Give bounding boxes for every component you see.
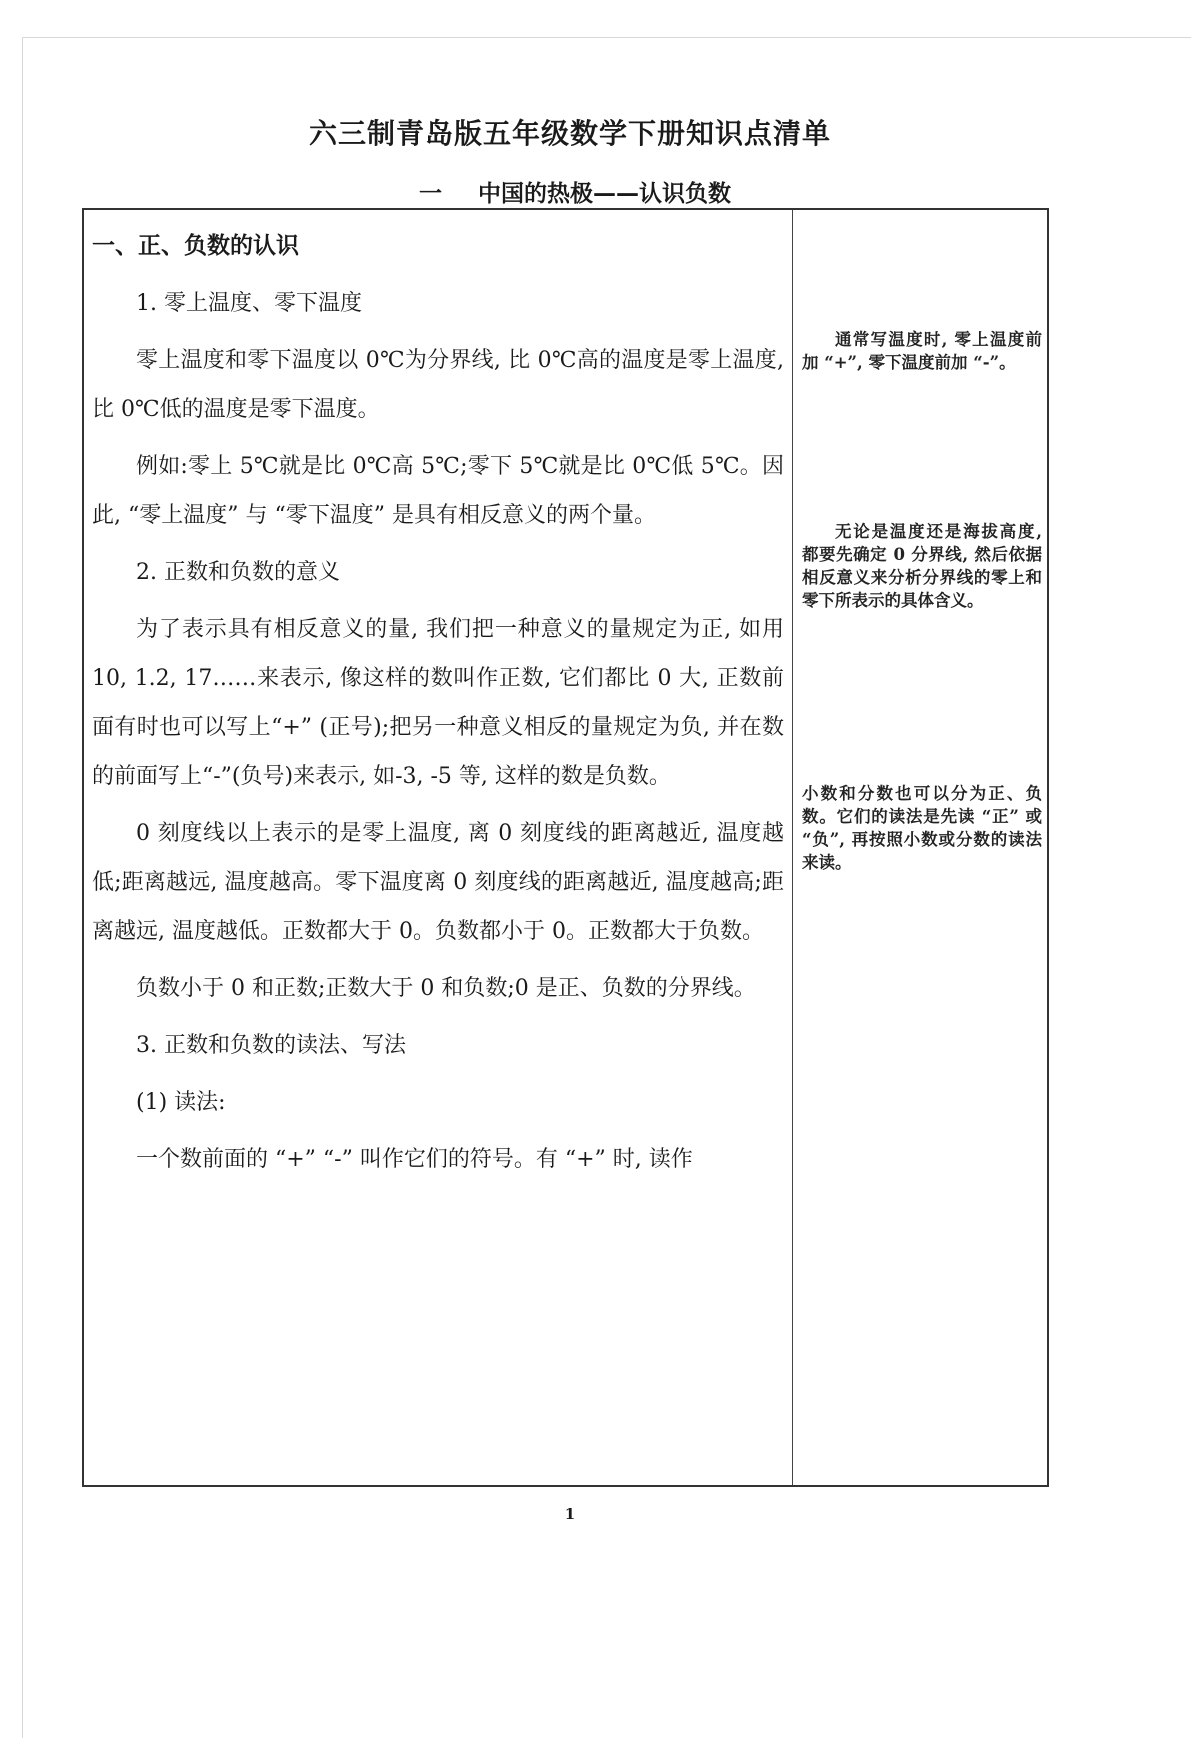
paragraph: 例如:零上 5℃就是比 0℃高 5℃;零下 5℃就是比 0℃低 5℃。因此, “零上温度” 与 “零下温度” 是具有相反意义的两个量。 — [92, 454, 784, 528]
unit-heading — [0, 175, 1150, 208]
side-note: 通常写温度时, 零上温度前加 “+”, 零下温度前加 “-”。 — [802, 330, 1042, 372]
subsection-heading: 2. 正数和负数的意义 — [136, 560, 340, 585]
document-title: 六三制青岛版五年级数学下册知识点清单 — [308, 117, 831, 150]
paragraph: 零上温度和零下温度以 0℃为分界线, 比 0℃高的温度是零上温度, 比 0℃低的温度是零下温度。 — [92, 348, 784, 422]
section-heading: 一、正、负数的认识 — [92, 233, 299, 259]
unit-name: 中国的热极——认识负数 — [478, 181, 731, 207]
paragraph: 0 刻度线以上表示的是零上温度, 离 0 刻度线的距离越近, 温度越低;距离越远, 温度越高。零下温度离 0 刻度线的距离越近, 温度越高;距离越远, 温度越低。正数都大于 0。负数都小于 0。正数都大于负数。 — [92, 821, 784, 944]
subsection-heading: 1. 零上温度、零下温度 — [136, 291, 362, 316]
main-column — [92, 222, 784, 1192]
side-note: 无论是温度还是海拔高度, 都要先确定 0 分界线, 然后依据相反意义来分析分界线的零上和零下所表示的具体含义。 — [802, 522, 1042, 610]
content-blocks — [92, 279, 784, 1184]
paragraph: 一个数前面的 “+” “-” 叫作它们的符号。有 “+” 时, 读作 — [136, 1147, 693, 1172]
column-divider — [792, 210, 793, 1485]
paragraph: 为了表示具有相反意义的量, 我们把一种意义的量规定为正, 如用 10, 1.2, 17……来表示, 像这样的数叫作正数, 它们都比 0 大, 正数前面有时也可以写上“+” (正号);把另一种意义相反的量规定为负, 并在数的前面写上“-”(负号)来表示, 如-3, -5 等, 这样的数是负数。 — [92, 617, 784, 789]
knowledge-table — [82, 208, 1049, 1487]
page-number: 1 — [564, 1505, 576, 1523]
subsection-heading: 3. 正数和负数的读法、写法 — [136, 1033, 406, 1058]
paragraph: 负数小于 0 和正数;正数大于 0 和负数;0 是正、负数的分界线。 — [136, 976, 756, 1001]
unit-number: 一 — [419, 181, 442, 207]
side-note: 小数和分数也可以分为正、负数。它们的读法是先读 “正” 或 “负”, 再按照小数或分数的读法来读。 — [802, 784, 1042, 872]
subsection-heading: (1) 读法: — [136, 1090, 226, 1115]
